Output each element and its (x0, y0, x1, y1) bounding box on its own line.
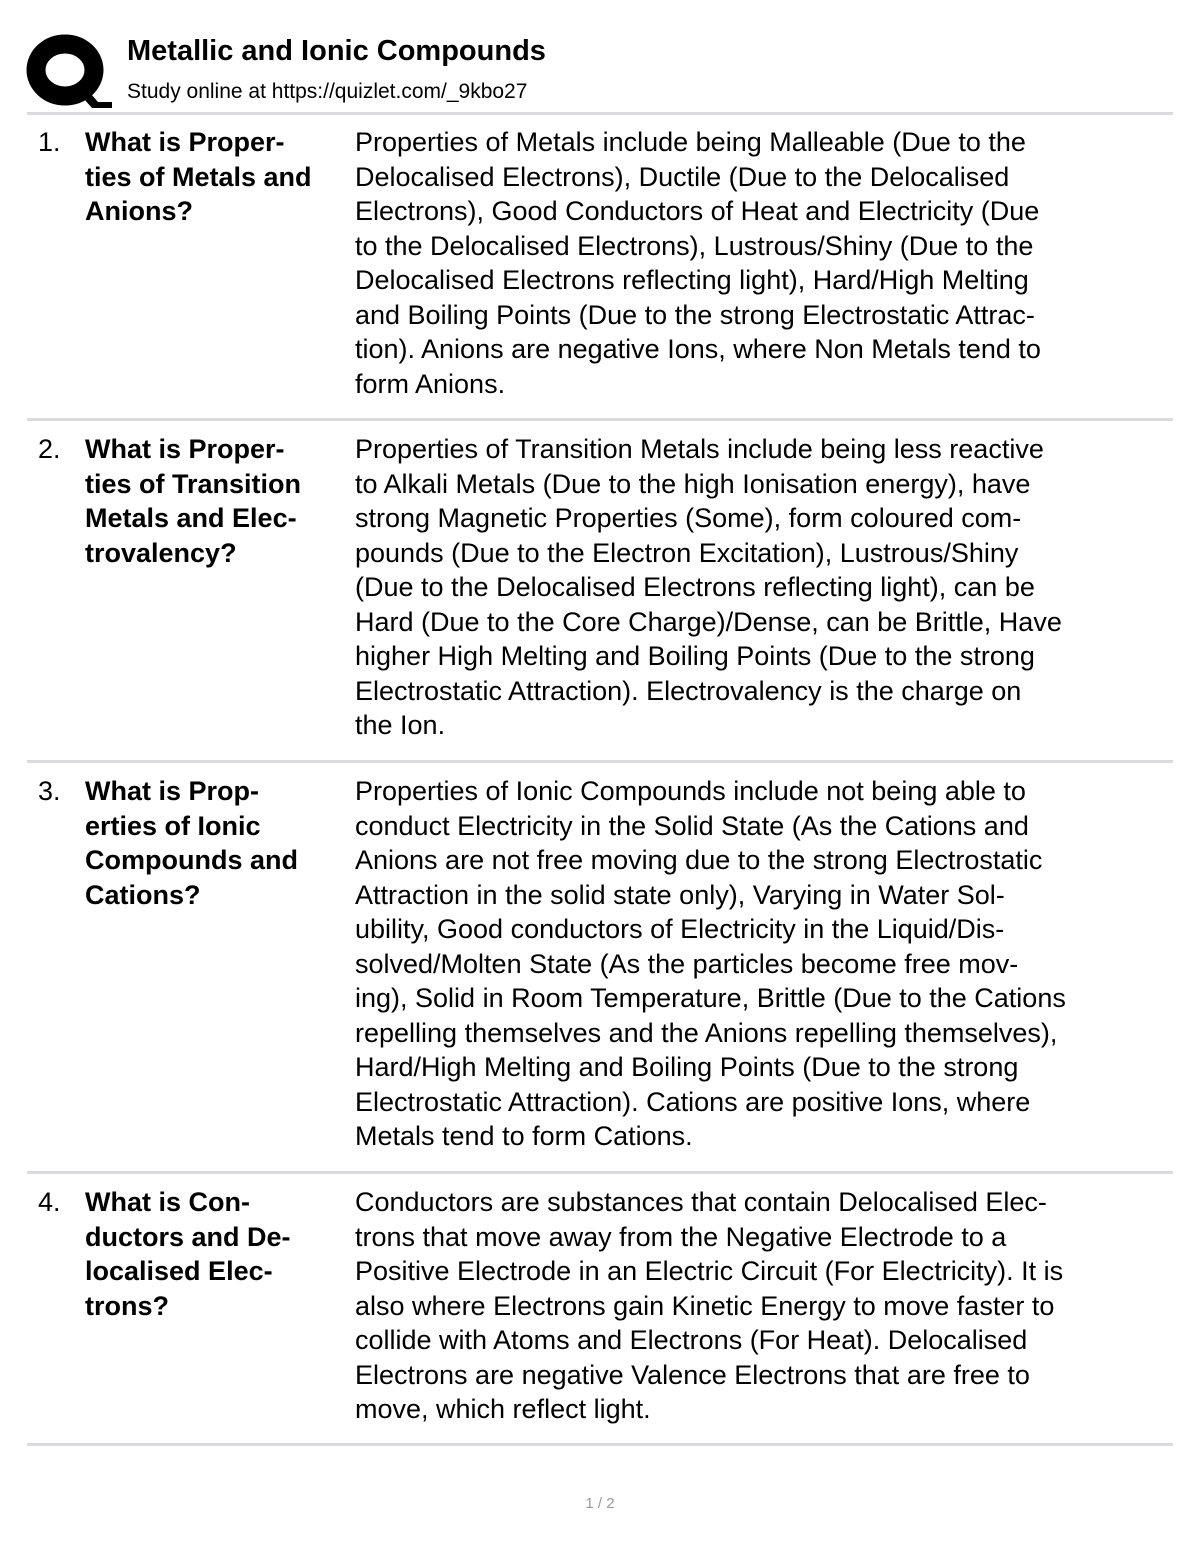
card-term: What is Con- ductors and De- localised Elec- trons? (85, 1187, 291, 1321)
card-definition: Conductors are substances that contain Delocalised Elec- trons that move away from the Negative Electrode to a Positive Electrode in an Electric Circuit (For Electricity). It is also where Electrons gain Kinetic Energy to move faster to collide with Atoms and Electrons (For Heat). Delocalised Electrons are negative Valence Electrons that are free to move, which reflect light. (355, 1187, 1064, 1424)
divider (27, 1443, 1173, 1446)
card-number: 2. (38, 434, 61, 464)
divider (27, 418, 1173, 421)
divider (27, 112, 1173, 115)
card-definition: Properties of Ionic Compounds include not being able to conduct Electricity in the Solid State (As the Cations and Anions are not free moving due to the strong Electrostatic Attraction in the solid state only), Varying in Water Sol- ubility, Good conductors of Electricity in the Liquid/Dis- solved/Molten State (As the particles become free mov- ing), Solid in Room Temperature, Brittle (Due to the Cations repelling themselves and the Anions repelling themselves), Hard/High Melting and Boiling Points (Due to the strong Electrostatic Attraction). Cations are positive Ions, where Metals tend to form Cations. (355, 776, 1066, 1151)
card-number: 3. (38, 776, 61, 806)
divider (27, 1171, 1173, 1174)
card-term: What is Proper- ties of Metals and Anions? (85, 127, 312, 226)
card-number: 1. (38, 127, 61, 157)
page-number: 1 / 2 (585, 1495, 615, 1512)
card-definition: Properties of Transition Metals include being less reactive to Alkali Metals (Due to the high Ionisation energy), have strong Magnetic Properties (Some), form coloured com- pounds (Due to the Electron Excitation), Lustrous/Shiny (Due to the Delocalised Electrons reflecting light), can be Hard (Due to the Core Charge)/Dense, can be Brittle, Have higher High Melting and Boiling Points (Due to the strong Electrostatic Attraction). Electrovalency is the charge on the Ion. (355, 434, 1062, 740)
card-number: 4. (38, 1187, 61, 1217)
card-term: What is Proper- ties of Transition Metals and Elec- trovalency? (85, 434, 302, 568)
card-term: What is Prop- erties of Ionic Compounds and Cations? (85, 776, 298, 910)
card-definition: Properties of Metals include being Malleable (Due to the Delocalised Electrons), Ductile (Due to the Delocalised Electrons), Good Conductors of Heat and Electricity (Due to the Delocalised Electrons), Lustrous/Shiny (Due to the Delocalised Electrons reflecting light), Hard/High Melting and Boiling Points (Due to the strong Electrostatic Attrac- tion). Anions are negative Ions, where Non Metals tend to form Anions. (355, 127, 1041, 399)
document-title: Metallic and Ionic Compounds (127, 35, 546, 67)
quizlet-logo-icon (26, 32, 112, 108)
study-link[interactable]: Study online at https://quizlet.com/_9kbo27 (127, 80, 528, 103)
divider (27, 760, 1173, 763)
